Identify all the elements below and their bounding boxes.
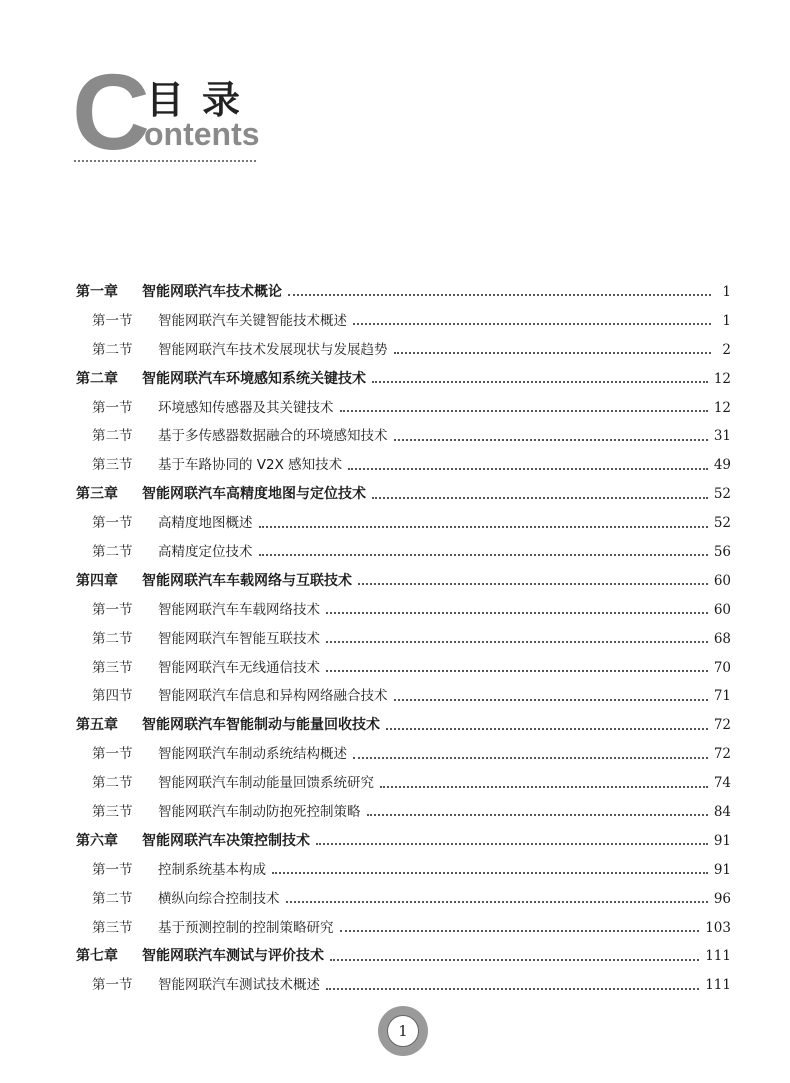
toc-entry-page: 52 — [713, 486, 731, 503]
toc-entry-title: 高精度地图概述 — [158, 515, 253, 532]
toc-entry-label: 第六章 — [76, 832, 118, 849]
toc-entry-page: 1 — [722, 312, 731, 329]
toc-section-row[interactable] — [76, 509, 731, 538]
toc-dot-leader — [394, 352, 712, 354]
toc-entry-title: 智能网联汽车制动系统结构概述 — [158, 746, 347, 763]
toc-entry-page: 49 — [713, 457, 731, 474]
toc-entry-page: 52 — [713, 515, 731, 532]
toc-chapter-row[interactable] — [76, 567, 731, 596]
toc-dot-leader — [326, 670, 708, 672]
toc-entry-title: 智能网联汽车测试与评价技术 — [142, 948, 324, 965]
toc-dot-leader — [316, 843, 708, 845]
toc-entry-page: 91 — [713, 832, 731, 849]
toc-entry-page: 2 — [722, 341, 731, 358]
toc-section-row[interactable] — [76, 538, 731, 567]
toc-entry-title: 基于预测控制的控制策略研究 — [158, 919, 334, 936]
toc-entry-label: 第二章 — [76, 370, 118, 387]
toc-entry-label: 第四章 — [76, 572, 118, 589]
toc-section-row[interactable] — [76, 625, 731, 654]
page-number: 1 — [387, 1015, 419, 1047]
toc-chapter-row[interactable] — [76, 278, 731, 307]
toc-section-row[interactable] — [76, 971, 731, 1000]
toc-section-row[interactable] — [76, 451, 731, 480]
toc-section-row[interactable] — [76, 740, 731, 769]
toc-entry-page: 71 — [713, 688, 731, 705]
toc-dot-leader — [380, 786, 708, 788]
toc-entry-page: 12 — [713, 370, 731, 387]
toc-entry-page: 72 — [713, 746, 731, 763]
toc-dot-leader — [340, 410, 708, 412]
toc-entry-page: 56 — [713, 544, 731, 561]
toc-dot-leader — [326, 988, 699, 990]
toc-entry-title: 基于多传感器数据融合的环境感知技术 — [158, 428, 388, 445]
toc-chapter-row[interactable] — [76, 365, 731, 394]
toc-section-row[interactable] — [76, 885, 731, 914]
toc-entry-page: 74 — [713, 775, 731, 792]
toc-dot-leader — [330, 959, 699, 961]
toc-dot-leader — [272, 872, 708, 874]
toc-dot-leader — [367, 814, 708, 816]
toc-dot-leader — [394, 439, 708, 441]
toc-chapter-row[interactable] — [76, 480, 731, 509]
toc-section-row[interactable] — [76, 422, 731, 451]
toc-entry-title: 智能网联汽车无线通信技术 — [158, 659, 320, 676]
toc-section-row[interactable] — [76, 682, 731, 711]
toc-entry-label: 第七章 — [76, 948, 118, 965]
toc-entry-page: 111 — [705, 948, 731, 965]
toc-entry-page: 91 — [713, 861, 731, 878]
toc-entry-page: 12 — [713, 399, 731, 416]
toc-entry-label: 第四节 — [92, 688, 133, 705]
toc-section-row[interactable] — [76, 394, 731, 423]
toc-entry-page: 70 — [713, 659, 731, 676]
toc-entry-label: 第一节 — [92, 515, 133, 532]
toc-section-row[interactable] — [76, 307, 731, 336]
contents-big-letter: C — [72, 51, 150, 172]
toc-entry-label: 第二节 — [92, 428, 133, 445]
toc-entry-title: 智能网联汽车车载网络与互联技术 — [142, 572, 352, 589]
toc-entry-title: 控制系统基本构成 — [158, 861, 266, 878]
toc-dot-leader — [372, 497, 708, 499]
toc-entry-page: 103 — [705, 919, 731, 936]
toc-entry-label: 第三节 — [92, 919, 133, 936]
toc-entry-label: 第一节 — [92, 399, 133, 416]
toc-dot-leader — [353, 323, 711, 325]
toc-entry-title: 智能网联汽车决策控制技术 — [142, 832, 310, 849]
toc-dot-leader — [348, 468, 708, 470]
toc-entry-title: 高精度定位技术 — [158, 544, 253, 561]
toc-section-row[interactable] — [76, 914, 731, 943]
toc-entry-label: 第一章 — [76, 284, 118, 300]
toc-entry-label: 第二节 — [92, 890, 133, 907]
toc-entry-label: 第二节 — [92, 775, 133, 792]
toc-entry-page: 60 — [713, 601, 731, 618]
toc-entry-title: 智能网联汽车高精度地图与定位技术 — [142, 486, 366, 503]
contents-title-chinese: 目录 — [146, 78, 259, 122]
toc-entry-page: 68 — [713, 630, 731, 647]
toc-entry-title: 智能网联汽车智能互联技术 — [158, 630, 320, 647]
toc-entry-page: 60 — [713, 572, 731, 589]
toc-entry-label: 第三节 — [92, 457, 133, 474]
toc-section-row[interactable] — [76, 654, 731, 683]
header-dotted-rule — [74, 160, 256, 162]
toc-dot-leader — [353, 757, 708, 759]
toc-chapter-row[interactable] — [76, 827, 731, 856]
toc-chapter-row[interactable] — [76, 711, 731, 740]
toc-dot-leader — [288, 294, 711, 296]
toc-section-row[interactable] — [76, 769, 731, 798]
toc-entry-title: 智能网联汽车技术概论 — [142, 284, 282, 300]
toc-entry-label: 第一节 — [92, 601, 133, 618]
toc-entry-title: 智能网联汽车车载网络技术 — [158, 601, 320, 618]
toc-entry-page: 84 — [713, 804, 731, 821]
toc-dot-leader — [394, 699, 708, 701]
toc-entry-label: 第一节 — [92, 861, 133, 878]
toc-entry-label: 第二节 — [92, 341, 133, 358]
toc-entry-page: 96 — [713, 890, 731, 907]
toc-entry-label: 第二节 — [92, 630, 133, 647]
toc-entry-title: 智能网联汽车制动防抱死控制策略 — [158, 804, 361, 821]
toc-entry-title: 环境感知传感器及其关键技术 — [158, 399, 334, 416]
toc-entry-page: 72 — [713, 717, 731, 734]
page-number-badge — [378, 1006, 428, 1056]
toc-entry-title: 智能网联汽车智能制动与能量回收技术 — [142, 717, 380, 734]
toc-dot-leader — [372, 381, 708, 383]
contents-header — [72, 51, 262, 176]
toc-entry-title: 横纵向综合控制技术 — [158, 890, 280, 907]
toc-dot-leader — [358, 583, 708, 585]
toc-entry-label: 第五章 — [76, 717, 118, 734]
toc-entry-title: 基于车路协同的 V2X 感知技术 — [158, 457, 343, 474]
toc-entry-label: 第一节 — [92, 312, 133, 329]
toc-dot-leader — [326, 612, 708, 614]
toc-entry-label: 第三节 — [92, 659, 133, 676]
toc-entry-page: 111 — [705, 977, 731, 994]
toc-entry-label: 第二节 — [92, 544, 133, 561]
toc-entry-title: 智能网联汽车关键智能技术概述 — [158, 312, 347, 329]
toc-section-row[interactable] — [76, 596, 731, 625]
toc-entry-title: 智能网联汽车技术发展现状与发展趋势 — [158, 341, 388, 358]
toc-entry-page: 1 — [722, 284, 731, 300]
toc-entry-title: 智能网联汽车制动能量回馈系统研究 — [158, 775, 374, 792]
toc-entry-label: 第三节 — [92, 804, 133, 821]
toc-dot-leader — [259, 554, 708, 556]
toc-dot-leader — [326, 641, 708, 643]
toc-section-row[interactable] — [76, 856, 731, 885]
toc-entry-label: 第一节 — [92, 977, 133, 994]
toc-section-row[interactable] — [76, 798, 731, 827]
toc-entry-label: 第三章 — [76, 486, 118, 503]
toc-entry-page: 31 — [713, 428, 731, 445]
toc-section-row[interactable] — [76, 336, 731, 365]
toc-entry-title: 智能网联汽车信息和异构网络融合技术 — [158, 688, 388, 705]
table-of-contents — [76, 278, 731, 1000]
toc-entry-label: 第一节 — [92, 746, 133, 763]
contents-title-english: ontents — [144, 116, 260, 152]
toc-entry-title: 智能网联汽车测试技术概述 — [158, 977, 320, 994]
toc-dot-leader — [340, 930, 700, 932]
toc-entry-title: 智能网联汽车环境感知系统关键技术 — [142, 370, 366, 387]
toc-dot-leader — [386, 728, 708, 730]
toc-dot-leader — [259, 526, 708, 528]
toc-chapter-row[interactable] — [76, 942, 731, 971]
toc-dot-leader — [286, 901, 708, 903]
